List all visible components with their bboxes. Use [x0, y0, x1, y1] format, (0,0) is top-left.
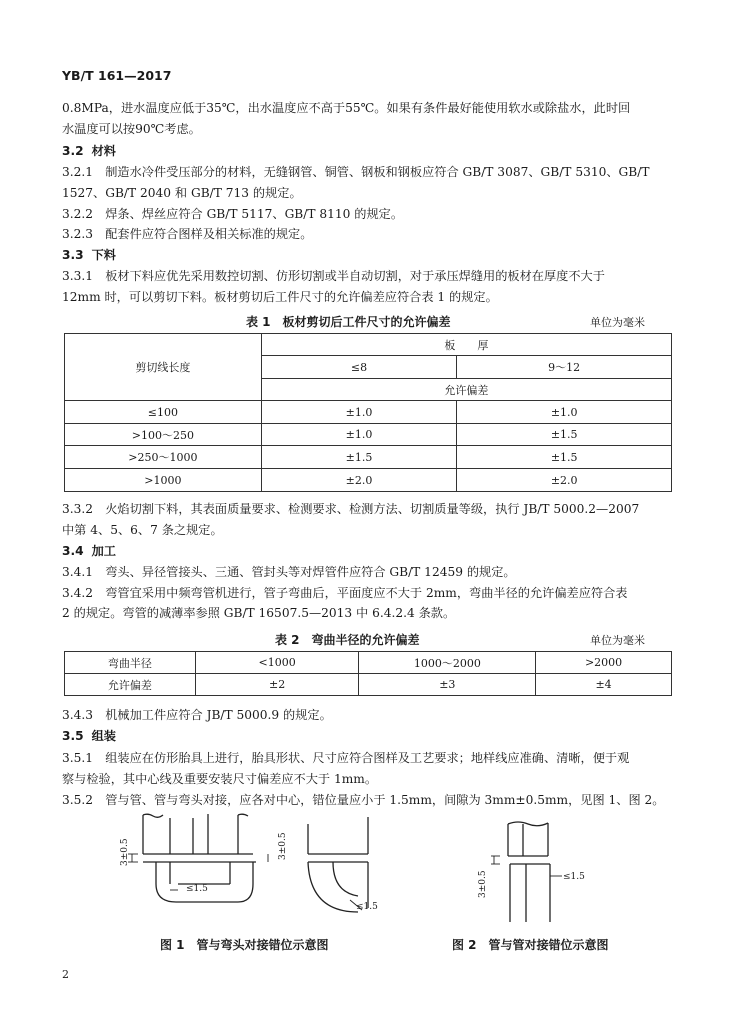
table-row [65, 401, 672, 424]
figure1-caption: 图 1 管与弯头对接错位示意图 [160, 938, 329, 952]
figure1-gap-dimension-elbow: 3±0.5 [278, 832, 288, 860]
paragraph-3-2-1: 3.2.1 制造水冷件受压部分的材料，无缝钢管、铜管、钢板和钢板应符合 GB/T 3087、GB/T 5310、GB/T [62, 165, 650, 179]
section-number: 3.4 [62, 544, 84, 558]
paragraph-3-2-2: 3.2.2 焊条、焊丝应符合 GB/T 5117、GB/T 8110 的规定。 [62, 207, 404, 221]
table-cell: 弯曲半径 [65, 652, 196, 674]
section-heading-3-4 [62, 541, 672, 561]
table1-col-label: 剪切线长度 [65, 334, 262, 401]
table-row [65, 674, 672, 696]
table-row [65, 652, 672, 674]
table-cell: >100～250 [65, 424, 262, 446]
section-title: 材料 [91, 144, 116, 158]
table1-sub-header: ≤8 [261, 356, 457, 379]
figure1-offset-dimension-elbow: ≤1.5 [356, 902, 378, 912]
section-heading-3-5 [62, 726, 672, 746]
table-cell: ±1.5 [457, 424, 672, 446]
figure2-offset-dimension: ≤1.5 [563, 872, 585, 882]
table-cell: ±1.0 [261, 424, 457, 446]
table-cell: ±2 [195, 674, 359, 696]
table1-unit: 单位为毫米 [590, 316, 645, 329]
paragraph-3-4-2: 3.4.2 弯管宜采用中频弯管机进行，管子弯曲后，平面度应不大于 2mm，弯曲半径的允许偏差应符合表 [62, 586, 628, 600]
table-cell: ±1.0 [457, 401, 672, 424]
table-cell: >2000 [536, 652, 672, 674]
paragraph: 0.8MPa，进水温度应低于35℃，出水温度应不高于55℃。如果有条件最好能使用软水或除盐水，此时回 [62, 101, 631, 115]
section-title: 组装 [91, 729, 116, 743]
paragraph: 2 的规定。弯管的减薄率参照 GB/T 16507.5—2013 中 6.4.2.4 条款。 [62, 606, 456, 620]
figure2-caption: 图 2 管与管对接错位示意图 [452, 938, 609, 952]
paragraph-3-4-1: 3.4.1 弯头、异径管接头、三通、管封头等对焊管件应符合 GB/T 12459 的规定。 [62, 565, 516, 579]
table-cell: ±4 [536, 674, 672, 696]
section-title: 加工 [91, 544, 116, 558]
paragraph-3-5-1: 3.5.1 组装应在仿形胎具上进行，胎具形状、尺寸应符合图样及工艺要求；地样线应准确、清晰，便于观 [62, 751, 630, 765]
table1 [64, 333, 672, 492]
table-cell: ±1.0 [261, 401, 457, 424]
table-row [65, 424, 672, 446]
table1-group-header: 板 厚 [261, 334, 671, 356]
table-cell: ±2.0 [261, 469, 457, 492]
section-heading-3-3 [62, 245, 672, 265]
section-title: 下料 [91, 248, 116, 262]
table1-tolerance-header: 允许偏差 [261, 379, 671, 401]
paragraph-3-2-3: 3.2.3 配套件应符合图样及相关标准的规定。 [62, 227, 313, 241]
section-number: 3.5 [62, 729, 84, 743]
table-cell: ±1.5 [457, 446, 672, 469]
paragraph: 中第 4、5、6、7 条之规定。 [62, 523, 223, 537]
table-cell: ±3 [359, 674, 536, 696]
table-cell: >250～1000 [65, 446, 262, 469]
table-cell: ±1.5 [261, 446, 457, 469]
table-cell: >1000 [65, 469, 262, 492]
section-number: 3.2 [62, 144, 84, 158]
paragraph: 1527、GB/T 2040 和 GB/T 713 的规定。 [62, 186, 302, 200]
table2-unit: 单位为毫米 [590, 634, 645, 647]
paragraph-3-5-2: 3.5.2 管与管、管与弯头对接，应各对中心，错位量应小于 1.5mm，间隙为 3mm±0.5mm，见图 1、图 2。 [62, 793, 665, 807]
paragraph: 水温度可以按90℃考虑。 [62, 122, 201, 136]
table-cell: 1000～2000 [359, 652, 536, 674]
page-number: 2 [62, 968, 69, 981]
table-cell: ≤100 [65, 401, 262, 424]
standard-number: YB/T 161—2017 [62, 68, 172, 83]
paragraph-3-3-1: 3.3.1 板材下料应优先采用数控切割、仿形切割或半自动切割，对于承压焊缝用的板材在厚度不大于 [62, 269, 605, 283]
section-number: 3.3 [62, 248, 84, 262]
table1-caption: 表 1 板材剪切后工件尺寸的允许偏差 [246, 315, 451, 329]
table2 [64, 651, 672, 696]
figure1-gap-dimension: 3±0.5 [120, 838, 130, 866]
table1-sub-header: 9～12 [457, 356, 672, 379]
paragraph-3-3-2: 3.3.2 火焰切割下料，其表面质量要求、检测要求、检测方法、切割质量等级，执行 JB/T 5000.2—2007 [62, 502, 640, 516]
table-cell: <1000 [195, 652, 359, 674]
table-cell: 允许偏差 [65, 674, 196, 696]
paragraph-3-4-3: 3.4.3 机械加工件应符合 JB/T 5000.9 的规定。 [62, 708, 332, 722]
paragraph: 察与检验，其中心线及重要安装尺寸偏差应不大于 1mm。 [62, 772, 378, 786]
table-cell: ±2.0 [457, 469, 672, 492]
table-row [65, 446, 672, 469]
table2-caption: 表 2 弯曲半径的允许偏差 [275, 633, 420, 647]
figure1-offset-dimension: ≤1.5 [186, 884, 208, 894]
paragraph: 12mm 时，可以剪切下料。板材剪切后工件尺寸的允许偏差应符合表 1 的规定。 [62, 290, 498, 304]
figure1-pipe-elbow-diagram [118, 812, 388, 924]
section-heading-3-2 [62, 141, 672, 161]
table-row [65, 469, 672, 492]
figure2-gap-dimension: 3±0.5 [478, 870, 488, 898]
